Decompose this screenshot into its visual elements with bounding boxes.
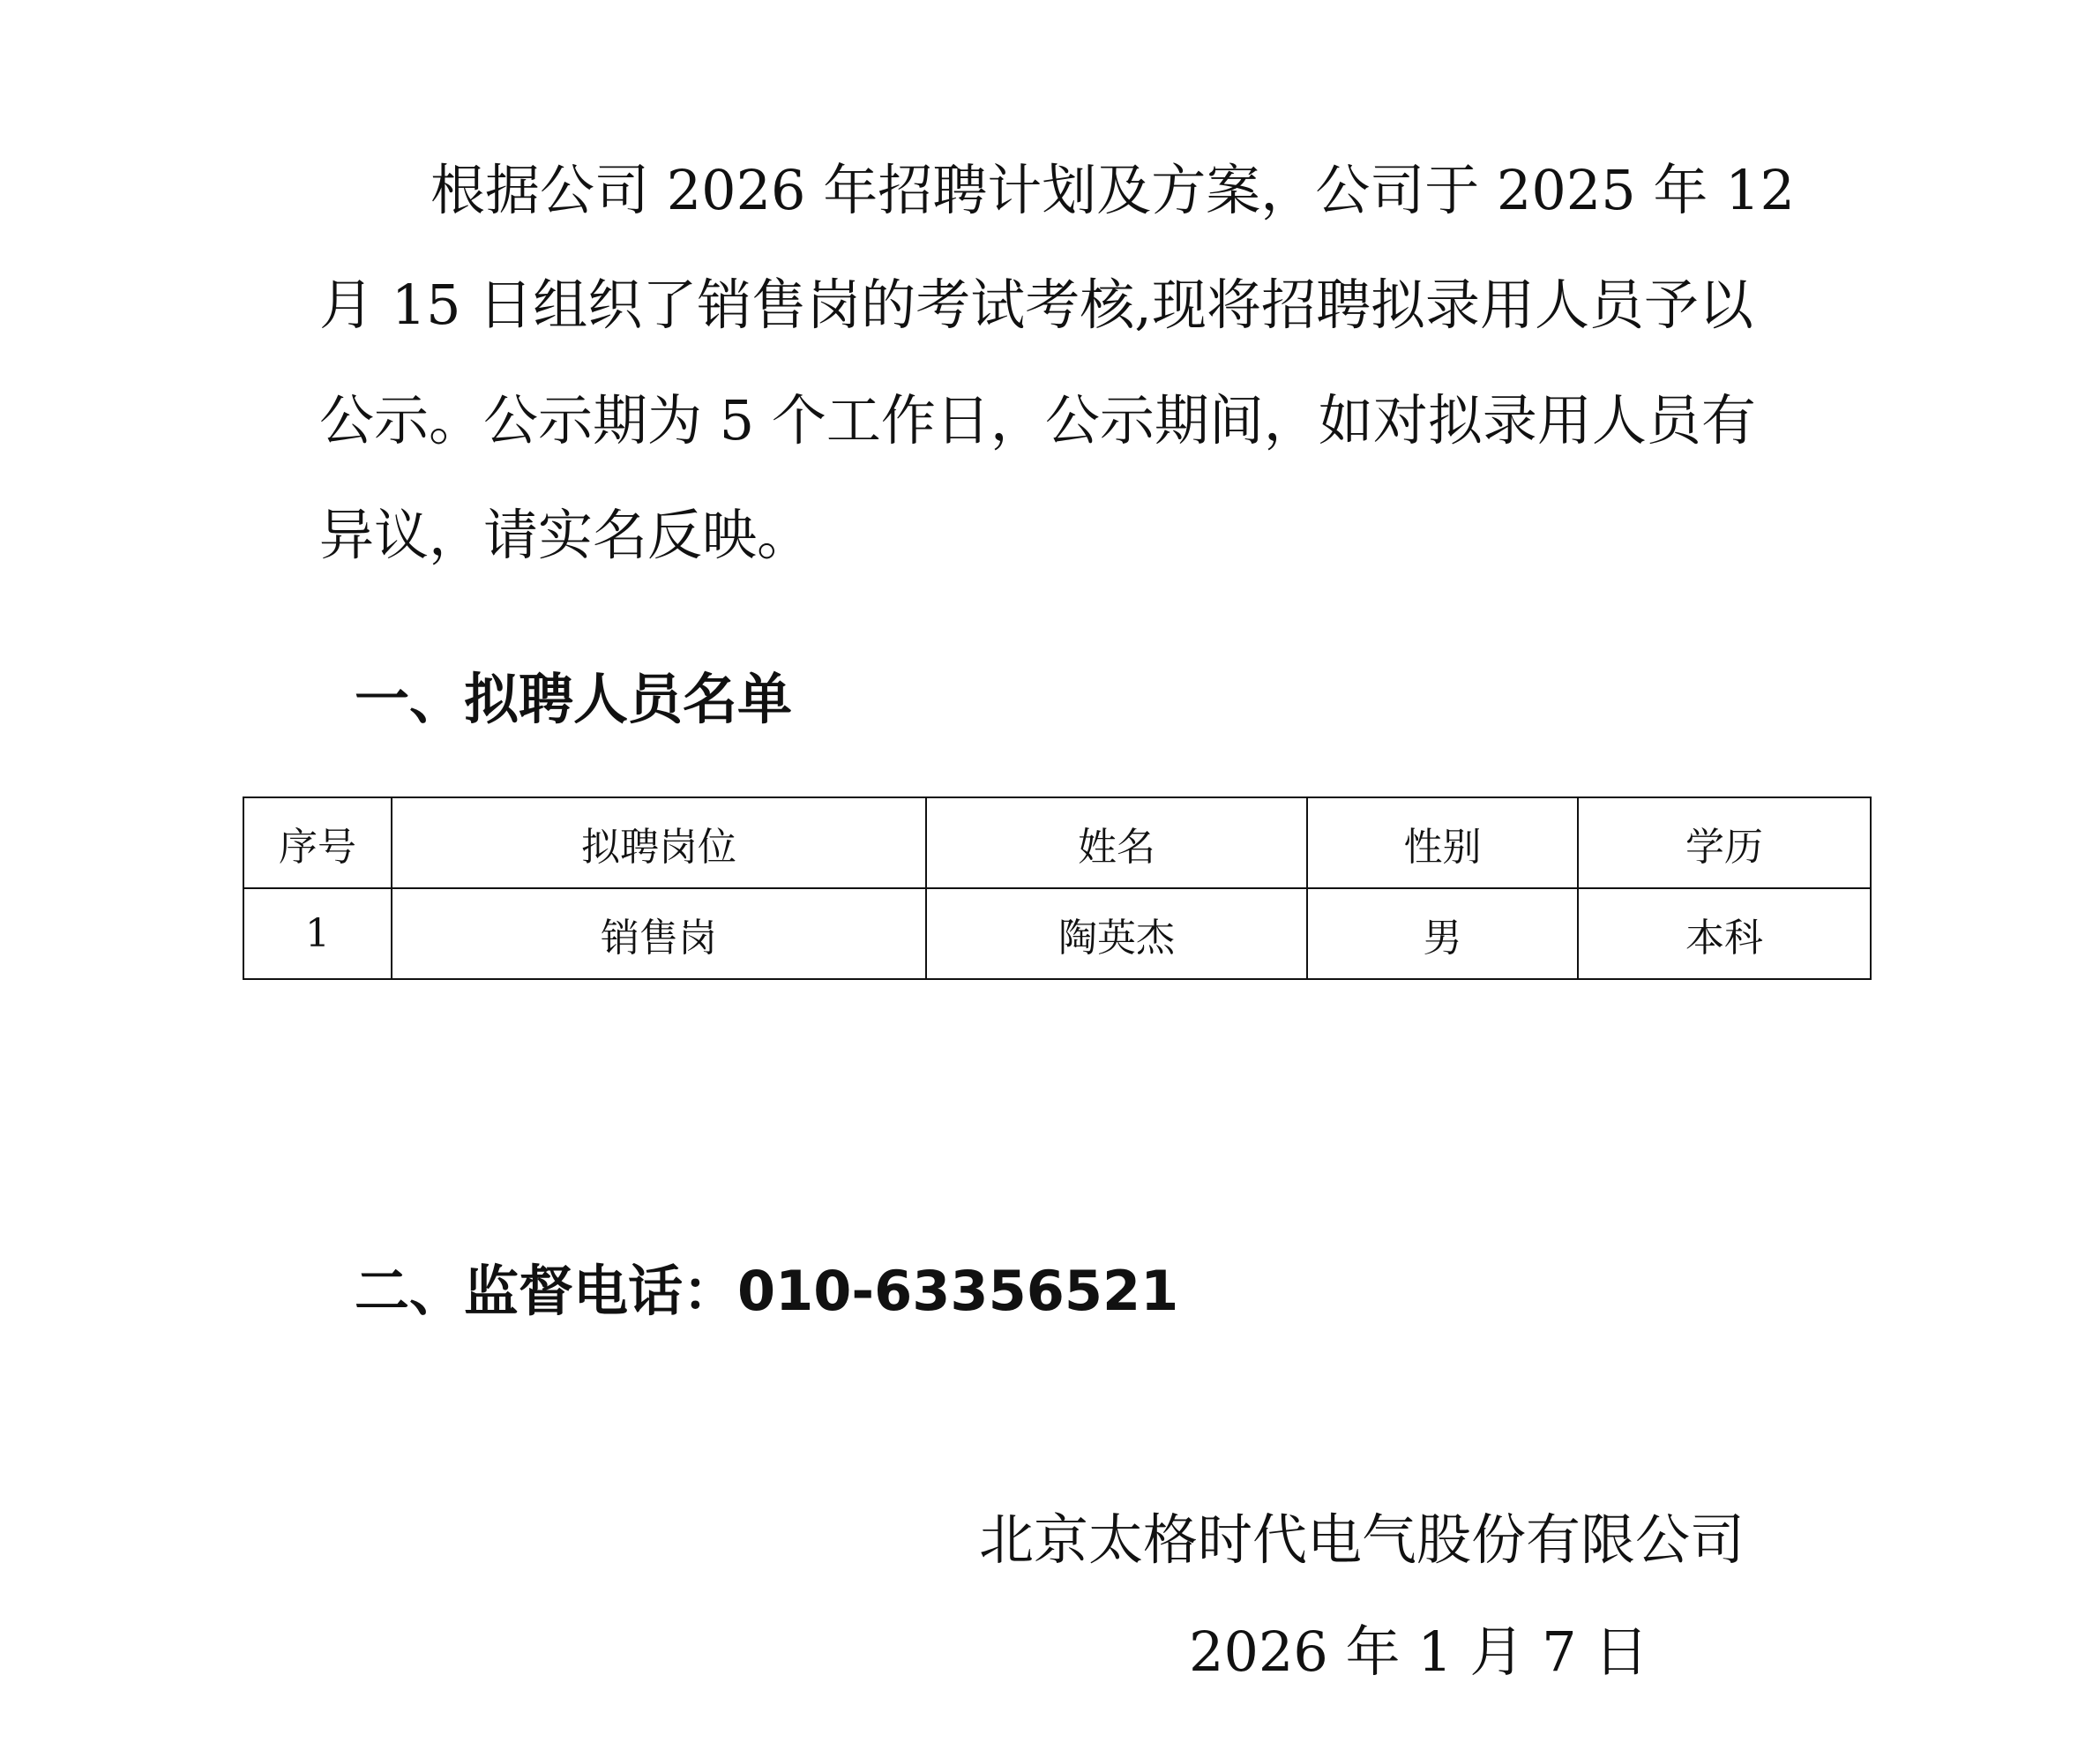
header-education: 学历 bbox=[1578, 797, 1871, 888]
intro-line: 根据公司 2026 年招聘计划及方案，公司于 2025 年 12 bbox=[430, 158, 1796, 222]
candidate-table bbox=[243, 796, 1872, 980]
cell-index: 1 bbox=[243, 888, 392, 979]
cell-education: 本科 bbox=[1578, 888, 1871, 979]
section-heading-hotline: 二、监督电话：010-63356521 bbox=[355, 1259, 1179, 1323]
header-position: 拟聘岗位 bbox=[392, 797, 926, 888]
table-header-row bbox=[243, 797, 1871, 888]
intro-line: 异议，请实名反映。 bbox=[319, 503, 812, 567]
cell-gender: 男 bbox=[1307, 888, 1578, 979]
intro-line: 公示。公示期为 5 个工作日，公示期间，如对拟录用人员有 bbox=[319, 388, 1756, 452]
header-gender: 性别 bbox=[1307, 797, 1578, 888]
cell-position: 销售岗 bbox=[392, 888, 926, 979]
header-name: 姓名 bbox=[926, 797, 1307, 888]
signature-date: 2026 年 1 月 7 日 bbox=[1189, 1619, 1649, 1684]
cell-name: 陶英杰 bbox=[926, 888, 1307, 979]
header-index: 序号 bbox=[243, 797, 392, 888]
intro-line: 月 15 日组织了销售岗的考试考核,现将招聘拟录用人员予以 bbox=[319, 273, 1754, 337]
table-row bbox=[243, 888, 1871, 979]
signature-company: 北京太格时代电气股份有限公司 bbox=[979, 1507, 1745, 1572]
section-heading-roster: 一、拟聘人员名单 bbox=[355, 667, 793, 731]
